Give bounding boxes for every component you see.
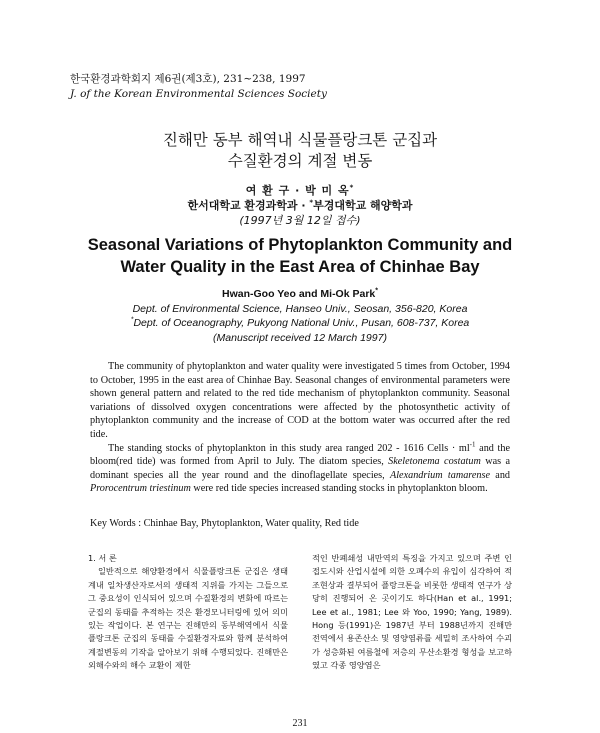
korean-authors-block [0,183,600,228]
english-title-line-2: Water Quality in the East Area of Chinhae Bay [120,258,480,276]
korean-received-date: (1997년 3월 12일 접수) [239,214,361,227]
english-authors-block [0,287,600,345]
section-heading-introduction: 1. 서 론 [88,553,117,563]
korean-title [0,130,600,172]
journal-citation-korean: 한국환경과학회지 제6권(제3호), 231∼238, 1997 [70,73,306,85]
english-title-line-1: Seasonal Variations of Phytoplankton Community and [87,236,513,254]
keywords: Key Words : Chinhae Bay, Phytoplankton, Water quality, Red tide [90,518,359,529]
body-text-left: 일반적으로 해양환경에서 식물플랑크톤 군집은 생태계내 일차생산자로서의 생태적 지위를 가지는 그들으로 그 중요성이 인식되어 있으며 수질환경의 변화에 따르는 군집의 동태를 추적하는 것은 환경모니터링에 있어 의미있는 작업이다. 본 연구는 진해만의 동부해역에서 식물플랑크톤 군집의 동태를 수질환경자료와 함께 분석하여 계절변동의 기작을 알아보기 위해 수행되었다. 진해만은 외해수와의 해수 교환이 제한 [88,566,288,671]
page-number: 231 [292,718,308,729]
english-title [0,234,600,278]
abstract [90,360,510,496]
korean-affiliation: 한서대학교 환경과학과 · *부경대학교 해양학과 [187,198,413,212]
journal-header [70,72,327,102]
abstract-paragraph-2: The standing stocks of phytoplankton in this study area ranged 202 - 1616 Cells · $ml^{-1}$ and the bloom(red tide) was formed from April to July. The diatom species, Skeletonema costatum was a dominant species all the year round and the dinoflagellate species, Alexandrium tamarense and Prorocentrum triestinum were red tide species increased standing stocks in phytoplankton bloom. [90,440,511,495]
english-affiliation-1: Dept. of Environmental Science, Hanseo Univ., Seosan, 356-820, Korea [132,302,468,315]
korean-author-names: 여 환 구 · 박 미 옥* [245,183,355,197]
abstract-paragraph-1: The community of phytoplankton and water quality were investigated 5 times from October, 1994 to October, 1995 in the east area of Chinhae Bay. Seasonal changes of environmental parameters were shown general pattern and related to the red tide mechanism of phytoplankton community. Seasonal variations of dissolved oxygen concentrations were affected by the photosynthetic activity of phytoplankton community and the increase of COD at the bottom water was occurred after the red tide. [90,361,510,440]
body-text-right: 적인 반폐쇄성 내만역의 특징을 가지고 있으며 주변 인접도시와 산업시설에 의한 오폐수의 유입이 심각하여 적조현상과 결부되어 플랑크톤을 비롯한 생태적 연구가 상당히 진행되어 온 곳이기도 하다(Han et al., 1991; Lee et al., 1981; Lee 와 Yoo, 1990; Yang, 1989). Hong 등(1991)은 1987년 부터 1988년까지 진해만 전역에서 용존산소 및 영양염류를 세밀히 조사하여 수괴가 성층화된 여름철에 저층의 무산소환경 형성을 보고하였고 각종 영양염은 [312,553,512,671]
korean-title-line-2: 수질환경의 계절 변동 [227,152,373,170]
body-column-right [312,552,512,673]
english-author-names: Hwan-Goo Yeo and Mi-Ok Park* [222,287,378,300]
english-affiliation-2: *Dept. of Oceanography, Pukyong National Univ., Pusan, 608-737, Korea [130,316,470,329]
body-column-left [88,552,288,673]
korean-title-line-1: 진해만 동부 해역내 식물플랑크톤 군집과 [162,131,438,149]
journal-name-english: J. of the Korean Environmental Sciences Society [70,88,327,100]
english-received-date: (Manuscript received 12 March 1997) [213,331,387,344]
